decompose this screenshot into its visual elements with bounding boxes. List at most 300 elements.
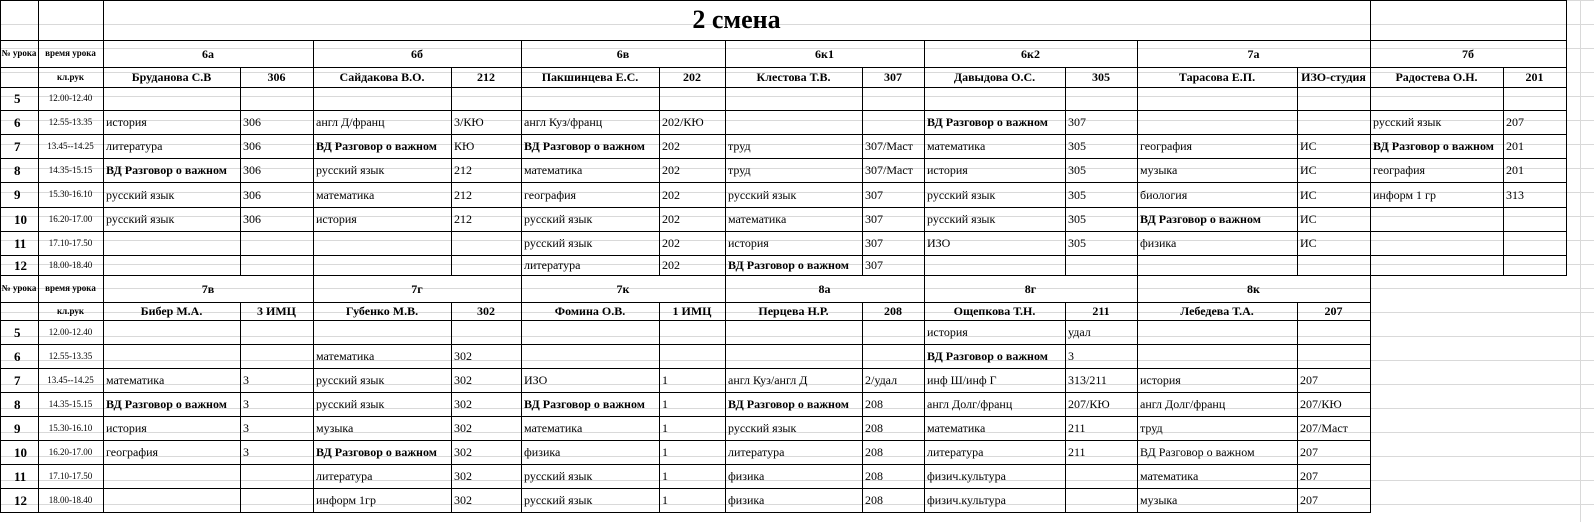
- lesson-subject: русский язык: [524, 236, 593, 250]
- lesson-room: [659, 320, 725, 344]
- lesson-room: [1503, 207, 1566, 231]
- lesson-subject: ИЗО: [524, 373, 548, 387]
- lesson-subject: литература: [728, 445, 785, 459]
- lesson-time-header: время урока: [45, 283, 96, 293]
- lesson-room: 313/211: [1068, 373, 1107, 387]
- lesson-room: ИС: [1300, 236, 1317, 250]
- lesson-time: 18.00-18.40: [48, 494, 93, 505]
- grid-line-v: [924, 40, 925, 276]
- lesson-room: [451, 320, 521, 344]
- lesson-room: [240, 488, 313, 512]
- lesson-room: 208: [865, 445, 883, 459]
- lesson-room: 202: [662, 212, 680, 226]
- grid-line-h: [0, 302, 1371, 303]
- lesson-subject: музыка: [1140, 163, 1178, 177]
- lesson-subject: математика: [524, 421, 583, 435]
- lesson-room: 3: [243, 397, 249, 411]
- lesson-room: 208: [865, 493, 883, 507]
- lesson-subject: труд: [728, 139, 751, 153]
- lesson-room: [1297, 87, 1370, 110]
- grid-line-v: [862, 67, 863, 276]
- lesson-subject: русский язык: [106, 187, 175, 202]
- lesson-room: 306: [243, 163, 261, 177]
- lesson-subject: информ 1 гр: [1373, 187, 1436, 202]
- grid-line-h: [0, 464, 1371, 465]
- lesson-room: удал: [1068, 325, 1091, 339]
- lesson-subject: [725, 320, 862, 344]
- lesson-room: [451, 255, 521, 275]
- lesson-room: ИС: [1300, 212, 1317, 226]
- lesson-subject: физич.культура: [927, 469, 1006, 483]
- grid-line-h: [0, 512, 1371, 513]
- lesson-subject: математика: [728, 212, 787, 226]
- lesson-subject: география: [106, 445, 159, 459]
- lesson-subject: история: [1140, 373, 1181, 387]
- lesson-subject: [103, 344, 240, 368]
- grid-line-h: [0, 231, 1567, 232]
- class-teacher-name: Губенко М.В.: [345, 304, 419, 318]
- lesson-room: 1: [662, 373, 668, 387]
- lesson-room: 307: [865, 236, 883, 250]
- lesson-room: 307: [865, 187, 883, 202]
- lesson-subject: ВД Разговор о важном: [106, 397, 227, 411]
- lesson-number: 12: [14, 492, 27, 508]
- lesson-subject: русский язык: [1373, 115, 1442, 129]
- lesson-room: [240, 255, 313, 275]
- lesson-room: [1503, 255, 1566, 275]
- class-teacher-name: Лебедева Т.А.: [1180, 304, 1254, 318]
- grid-line-v: [313, 275, 314, 513]
- lesson-subject: русский язык: [316, 373, 385, 387]
- class-teacher-name: Пакшинцева Е.С.: [541, 70, 639, 84]
- lesson-room: 1: [662, 421, 668, 435]
- lesson-subject: [1137, 320, 1297, 344]
- lesson-room: 208: [865, 421, 883, 435]
- lesson-room: [1503, 231, 1566, 255]
- lesson-subject: англ Куз/англ Д: [728, 373, 808, 387]
- lesson-subject: [1370, 207, 1503, 231]
- lesson-subject: [521, 87, 659, 110]
- lesson-subject: история: [106, 115, 147, 129]
- lesson-room: 1: [662, 397, 668, 411]
- grid-line-h: [0, 158, 1567, 159]
- lesson-room: 3: [243, 421, 249, 435]
- lesson-room: 302: [454, 493, 472, 507]
- grid-line-v: [38, 275, 39, 513]
- lesson-subject: литература: [106, 139, 163, 153]
- lesson-subject: музыка: [1140, 493, 1178, 507]
- lesson-subject: русский язык: [728, 421, 797, 435]
- lesson-room: [240, 87, 313, 110]
- page-title: 2 смена: [692, 5, 781, 34]
- grid-line-v: [1580, 0, 1581, 522]
- lesson-subject: ВД Разговор о важном: [927, 349, 1048, 363]
- lesson-room: 212: [454, 212, 472, 226]
- lesson-room: 207: [1300, 373, 1318, 387]
- grid-line-h: [0, 87, 1567, 88]
- grid-line-h: [0, 344, 1371, 345]
- lesson-subject: [103, 320, 240, 344]
- lesson-subject: математика: [927, 139, 986, 153]
- lesson-subject: русский язык: [728, 187, 797, 202]
- lesson-subject: математика: [1140, 469, 1199, 483]
- grid-line-v: [240, 302, 241, 513]
- lesson-subject: математика: [524, 163, 583, 177]
- lesson-subject: музыка: [316, 421, 354, 435]
- class-room: 307: [884, 70, 902, 84]
- grid-line-v: [240, 67, 241, 276]
- grid-line-v: [659, 302, 660, 513]
- lesson-subject: ВД Разговор о важном: [927, 115, 1048, 129]
- lesson-room: [1297, 255, 1370, 275]
- class-name: 7в: [201, 281, 215, 296]
- lesson-subject: [313, 255, 451, 275]
- lesson-room: [862, 110, 924, 134]
- lesson-room: 202: [662, 236, 680, 250]
- lesson-subject: [924, 255, 1065, 275]
- class-teacher-name: Фомина О.В.: [554, 304, 626, 318]
- lesson-room: [1065, 255, 1137, 275]
- grid-line-h: [0, 392, 1371, 393]
- grid-line-v: [521, 275, 522, 513]
- lesson-number: 10: [14, 211, 27, 227]
- lesson-room: 202: [662, 139, 680, 153]
- lesson-subject: история: [927, 325, 968, 339]
- class-teacher-name: Бруданова С.В: [131, 70, 212, 84]
- lesson-room: 212: [454, 187, 472, 202]
- lesson-room: 212: [454, 163, 472, 177]
- grid-line-h: [0, 368, 1371, 369]
- class-teacher-name: Клестова Т.В.: [756, 70, 831, 84]
- lesson-subject: [725, 344, 862, 368]
- grid-line-v: [1566, 40, 1567, 276]
- lesson-number: 11: [14, 468, 27, 484]
- class-name: 7а: [1247, 46, 1260, 61]
- lesson-subject: география: [1140, 139, 1193, 153]
- lesson-room: 207/Маст: [1300, 421, 1348, 435]
- lesson-room: 305: [1068, 139, 1086, 153]
- lesson-subject: ВД Разговор о важном: [316, 139, 437, 153]
- lesson-room: 302: [454, 397, 472, 411]
- lesson-room: 207/КЮ: [1068, 397, 1110, 411]
- lesson-subject: физика: [1140, 236, 1177, 250]
- lesson-room: 1: [662, 469, 668, 483]
- lesson-time: 18.00-18.40: [48, 259, 93, 270]
- class-room: 208: [884, 304, 902, 318]
- grid-line-v: [0, 0, 1, 276]
- lesson-room: 305: [1068, 236, 1086, 250]
- grid-line-h: [0, 207, 1567, 208]
- lesson-room: 3: [1068, 349, 1074, 363]
- class-name: 6б: [411, 46, 423, 61]
- lesson-room: 302: [454, 469, 472, 483]
- class-room: 302: [477, 304, 495, 318]
- lesson-subject: [1370, 255, 1503, 275]
- grid-line-h: [0, 134, 1567, 135]
- lesson-subject: ВД Разговор о важном: [1140, 445, 1255, 459]
- lesson-room: [862, 344, 924, 368]
- grid-line-h: [0, 440, 1371, 441]
- lesson-number: 9: [14, 187, 21, 202]
- lesson-subject: [103, 87, 240, 110]
- class-name: 8а: [818, 281, 831, 296]
- grid-line-v: [38, 0, 39, 276]
- lesson-time: 16.20-17.00: [48, 446, 93, 457]
- lesson-subject: [313, 231, 451, 255]
- class-name: 7к: [616, 281, 630, 296]
- lesson-room: 306: [243, 139, 261, 153]
- grid-line-v: [451, 302, 452, 513]
- lesson-number: 8: [14, 396, 21, 412]
- lesson-subject: русский язык: [316, 397, 385, 411]
- lesson-time: 14.35-15.15: [48, 398, 93, 409]
- lesson-room: 1: [662, 493, 668, 507]
- lesson-subject: история: [106, 421, 147, 435]
- grid-line-v: [103, 40, 104, 276]
- lesson-room: ИС: [1300, 163, 1317, 177]
- lesson-number-header: № урока: [1, 283, 37, 293]
- lesson-time: 15.30-16.10: [48, 189, 93, 199]
- lesson-subject: англ Куз/франц: [524, 115, 603, 129]
- lesson-subject: физич.культура: [927, 493, 1006, 507]
- class-teacher-name: Перцева Н.Р.: [758, 304, 829, 318]
- grid-line-v: [1370, 275, 1371, 513]
- lesson-subject: [725, 87, 862, 110]
- lesson-number: 11: [14, 235, 27, 251]
- lesson-subject: ВД Разговор о важном: [524, 139, 645, 153]
- lesson-time: 16.20-17.00: [48, 213, 93, 224]
- grid-line-h: [0, 255, 1567, 256]
- class-teacher-name: Радостева О.Н.: [1395, 70, 1478, 84]
- lesson-subject: география: [524, 187, 577, 202]
- lesson-subject: русский язык: [524, 212, 593, 226]
- lesson-number: 6: [14, 114, 21, 130]
- lesson-room: [451, 231, 521, 255]
- lesson-subject: [1137, 110, 1297, 134]
- lesson-time-header: время урока: [45, 48, 96, 58]
- lesson-room: 207: [1506, 115, 1524, 129]
- lesson-subject: русский язык: [316, 163, 385, 177]
- lesson-subject: англ Долг/франц: [927, 397, 1013, 411]
- class-room: 201: [1525, 70, 1544, 84]
- lesson-number: 7: [14, 138, 21, 154]
- lesson-subject: физика: [728, 469, 765, 483]
- lesson-room: [1065, 464, 1137, 488]
- lesson-subject: математика: [316, 349, 375, 363]
- lesson-room: 3: [243, 373, 249, 387]
- grid-line-v: [659, 67, 660, 276]
- lesson-subject: труд: [728, 163, 751, 177]
- lesson-time: 15.30-16.10: [48, 422, 93, 433]
- lesson-room: 302: [454, 349, 472, 363]
- lesson-room: 307: [865, 258, 883, 272]
- grid-line-v: [1065, 302, 1066, 513]
- class-room: 202: [683, 70, 701, 84]
- grid-line-v: [1370, 40, 1371, 276]
- lesson-room: 302: [454, 421, 472, 435]
- lesson-room: 202/КЮ: [662, 115, 704, 129]
- lesson-room: 3/КЮ: [454, 115, 484, 129]
- grid-line-h: [0, 67, 1567, 68]
- lesson-subject: [521, 344, 659, 368]
- lesson-room: 207: [1300, 469, 1318, 483]
- class-name: 6к1: [815, 46, 834, 61]
- lesson-subject: англ Долг/франц: [1140, 397, 1226, 411]
- lesson-number: 8: [14, 162, 21, 178]
- lesson-room: 302: [454, 445, 472, 459]
- grid-line-h: [0, 110, 1567, 111]
- class-room: 306: [267, 70, 286, 84]
- lesson-room: 302: [454, 373, 472, 387]
- grid-line-h: [0, 275, 1371, 276]
- lesson-subject: ИЗО: [927, 236, 951, 250]
- grid-line-v: [451, 67, 452, 276]
- lesson-room: [1065, 87, 1137, 110]
- lesson-room: [1297, 344, 1370, 368]
- lesson-subject: [1370, 231, 1503, 255]
- lesson-room: [1503, 87, 1566, 110]
- class-name: 6к2: [1021, 46, 1040, 61]
- lesson-time: 12.00-12.40: [48, 93, 93, 103]
- lesson-room: 2/удал: [865, 373, 898, 387]
- lesson-number-header: № урока: [1, 48, 37, 58]
- grid-line-h: [0, 416, 1371, 417]
- lesson-room: 1: [662, 445, 668, 459]
- lesson-room: [1297, 320, 1370, 344]
- lesson-subject: литература: [927, 445, 984, 459]
- lesson-subject: [313, 320, 451, 344]
- lesson-room: 211: [1068, 421, 1086, 435]
- class-name: 6в: [616, 46, 630, 61]
- lesson-subject: литература: [316, 469, 373, 483]
- lesson-room: [1297, 110, 1370, 134]
- grid-line-v: [521, 40, 522, 276]
- lesson-room: 202: [662, 258, 680, 272]
- grid-line-h: [0, 320, 1371, 321]
- lesson-subject: [103, 255, 240, 275]
- grid-line-v: [1137, 40, 1138, 276]
- lesson-room: 207: [1300, 445, 1318, 459]
- lesson-room: 208: [865, 397, 883, 411]
- lesson-subject: история: [316, 212, 357, 226]
- lesson-subject: [725, 110, 862, 134]
- lesson-subject: [1137, 255, 1297, 275]
- lesson-subject: история: [728, 236, 769, 250]
- lesson-subject: [1137, 344, 1297, 368]
- lesson-subject: математика: [106, 373, 165, 387]
- class-name: 6а: [202, 46, 214, 61]
- lesson-room: ИС: [1300, 139, 1317, 153]
- lesson-room: 305: [1068, 187, 1086, 202]
- lesson-time: 13.45--14.25: [47, 140, 94, 151]
- class-teacher-label: кл.рук: [56, 71, 85, 82]
- lesson-room: 307/Маст: [865, 139, 913, 153]
- grid-line-v: [1137, 275, 1138, 513]
- grid-line-h: [0, 182, 1567, 183]
- lesson-room: 211: [1068, 445, 1086, 459]
- lesson-room: [451, 87, 521, 110]
- class-teacher-name: Давыдова О.С.: [953, 70, 1036, 84]
- class-name: 7б: [1462, 46, 1474, 61]
- lesson-room: [240, 231, 313, 255]
- grid-line-v: [862, 302, 863, 513]
- lesson-room: 202: [662, 163, 680, 177]
- lesson-room: 207/КЮ: [1300, 397, 1342, 411]
- class-room: 212: [477, 70, 495, 84]
- lesson-subject: математика: [927, 421, 986, 435]
- lesson-subject: русский язык: [524, 469, 593, 483]
- lesson-subject: [103, 488, 240, 512]
- class-name: 7г: [411, 281, 423, 296]
- class-room: 207: [1324, 304, 1343, 318]
- lesson-subject: ВД Разговор о важном: [1373, 139, 1494, 153]
- lesson-subject: [521, 320, 659, 344]
- lesson-subject: [313, 87, 451, 110]
- lesson-room: [1065, 488, 1137, 512]
- lesson-room: 313: [1506, 187, 1524, 202]
- lesson-subject: [924, 87, 1065, 110]
- lesson-number: 9: [14, 420, 21, 436]
- grid-line-v: [0, 275, 1, 513]
- lesson-subject: ВД Разговор о важном: [524, 397, 645, 411]
- lesson-subject: география: [1373, 163, 1426, 177]
- lesson-subject: труд: [1140, 421, 1163, 435]
- lesson-room: 3: [243, 445, 249, 459]
- lesson-time: 12.55-13.35: [48, 350, 93, 361]
- lesson-number: 7: [14, 372, 21, 388]
- class-room: ИЗО-студия: [1301, 70, 1366, 84]
- lesson-subject: ВД Разговор о важном: [316, 445, 437, 459]
- class-room: 1 ИМЦ: [672, 304, 712, 318]
- lesson-time: 17.10-17.50: [48, 470, 93, 481]
- lesson-room: [862, 320, 924, 344]
- lesson-room: 307/Маст: [865, 163, 913, 177]
- class-room: 305: [1092, 70, 1110, 84]
- lesson-room: 306: [243, 212, 261, 226]
- lesson-subject: литература: [524, 258, 581, 272]
- lesson-subject: англ Д/франц: [316, 115, 385, 129]
- lesson-number: 5: [14, 91, 21, 106]
- class-room: 3 ИМЦ: [257, 304, 296, 318]
- lesson-time: 12.55-13.35: [48, 116, 93, 127]
- lesson-subject: русский язык: [106, 212, 175, 226]
- lesson-subject: ВД Разговор о важном: [728, 397, 849, 411]
- grid-line-v: [1065, 67, 1066, 276]
- lesson-subject: инф Ш/инф Г: [927, 373, 997, 387]
- class-teacher-name: Сайдакова В.О.: [339, 70, 425, 84]
- lesson-room: КЮ: [454, 139, 475, 153]
- grid-line-h: [0, 40, 1567, 41]
- lesson-subject: история: [927, 163, 968, 177]
- grid-line-v: [1297, 302, 1298, 513]
- grid-line-v: [924, 275, 925, 513]
- lesson-time: 13.45--14.25: [47, 374, 94, 385]
- lesson-subject: математика: [316, 187, 375, 202]
- lesson-room: [240, 344, 313, 368]
- grid-line-v: [725, 40, 726, 276]
- lesson-number: 5: [14, 324, 21, 340]
- lesson-room: [862, 87, 924, 110]
- class-room: 211: [1092, 304, 1110, 318]
- grid-line-v: [1503, 67, 1504, 276]
- class-teacher-name: Ощепкова Т.Н.: [953, 304, 1036, 318]
- lesson-subject: физика: [728, 493, 765, 507]
- grid-line-v: [103, 275, 104, 513]
- lesson-room: ИС: [1300, 187, 1317, 202]
- lesson-room: [659, 344, 725, 368]
- class-teacher-name: Тарасова Е.П.: [1178, 70, 1256, 84]
- grid-line-v: [725, 275, 726, 513]
